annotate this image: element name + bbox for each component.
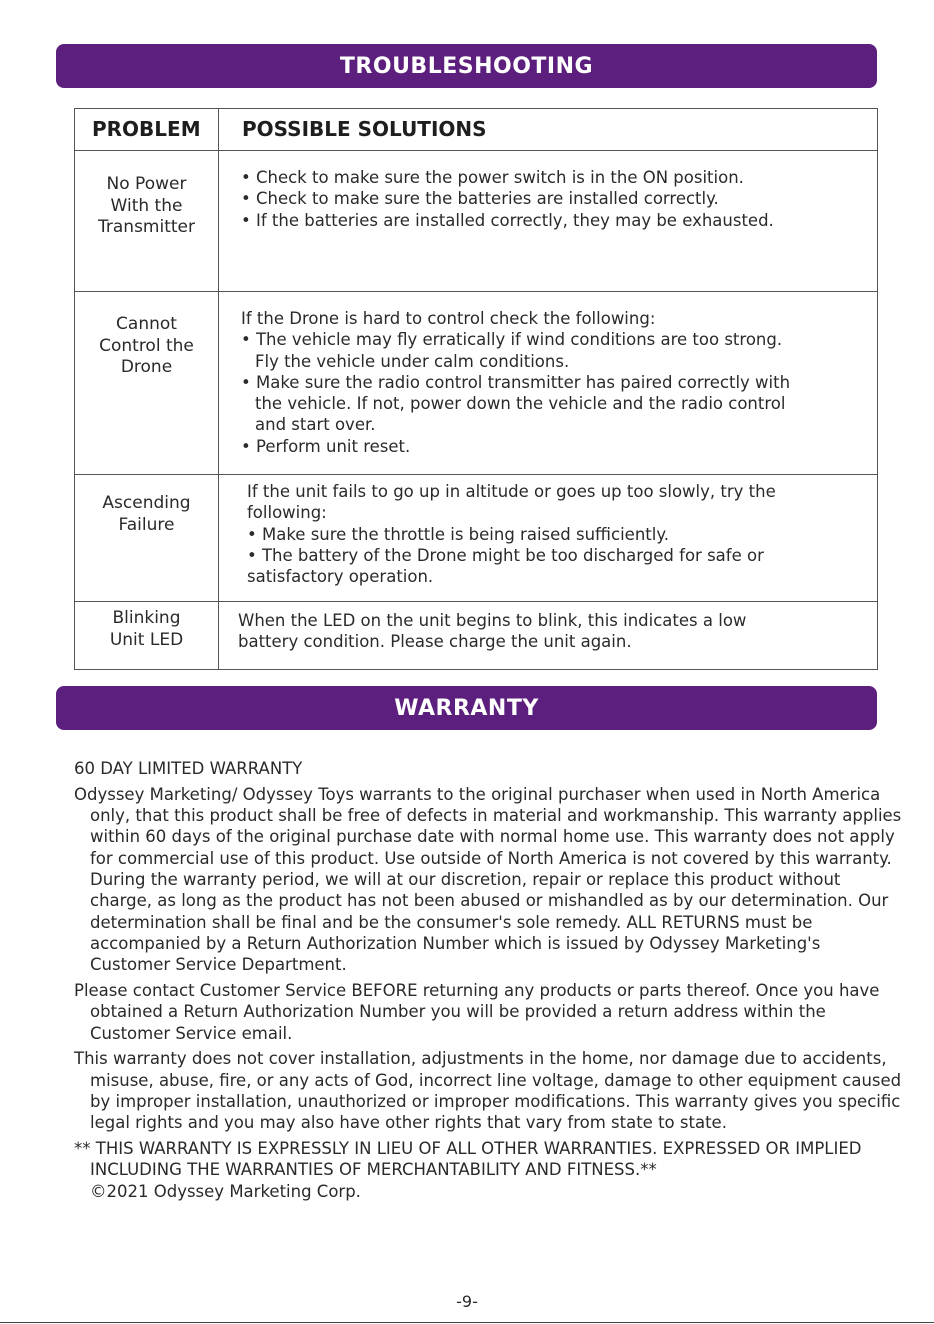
problem-cell: Ascending Failure <box>102 493 191 535</box>
warranty-title: WARRANTY <box>394 695 539 721</box>
problem-cell: Blinking Unit LED <box>109 608 184 650</box>
problem-cell: No Power With the Transmitter <box>98 174 195 237</box>
warranty-paragraph: Please contact Customer Service BEFORE returning any products or parts thereof. Once you have obtained a Return Authorization Number you will be provided a return address within the Customer Service email. <box>74 980 880 1043</box>
warranty-body <box>74 758 904 1206</box>
column-divider <box>218 109 219 669</box>
warranty-disclaimer: ** THIS WARRANTY IS EXPRESSLY IN LIEU OF ALL OTHER WARRANTIES. EXPRESSED OR IMPLIED INCLUDING THE WARRANTIES OF MERCHANTABILITY AND FITNESS.** <box>74 1139 862 1180</box>
header-solutions: POSSIBLE SOLUTIONS <box>242 117 487 141</box>
row-divider <box>75 150 877 151</box>
row-divider <box>75 601 877 602</box>
row-divider <box>75 291 877 292</box>
warranty-banner <box>56 686 877 730</box>
row-divider <box>75 474 877 475</box>
header-problem: PROBLEM <box>92 117 201 141</box>
warranty-paragraph: This warranty does not cover installation, adjustments in the home, nor damage due to accidents, misuse, abuse, fire, or any acts of God, incorrect line voltage, damage to other equipment caused by improper installation, unauthorized or improper modifications. This warranty gives you specific legal rights and you may also have other rights that vary from state to state. <box>74 1049 902 1133</box>
troubleshooting-table <box>74 108 878 670</box>
troubleshooting-banner <box>56 44 877 88</box>
solution-cell: • Check to make sure the power switch is in the ON position. • Check to make sure the batteries are installed correctly. • If the batteries are installed correctly, they may be exhausted. <box>241 168 774 230</box>
page-number: -9- <box>456 1292 478 1311</box>
solution-cell: If the unit fails to go up in altitude or goes up too slowly, try the following: • Make sure the throttle is being raised sufficiently. • The battery of the Drone might be too discharged for safe or satisfactory operation. <box>247 482 776 587</box>
solution-cell: When the LED on the unit begins to blink, this indicates a low battery condition. Please charge the unit again. <box>238 611 747 652</box>
copyright: ©2021 Odyssey Marketing Corp. <box>90 1181 361 1201</box>
footer-rule <box>0 1322 934 1323</box>
problem-cell: Cannot Control the Drone <box>99 314 194 377</box>
troubleshooting-title: TROUBLESHOOTING <box>339 53 594 79</box>
warranty-paragraph: Odyssey Marketing/ Odyssey Toys warrants to the original purchaser when used in North America only, that this product shall be free of defects in material and workmanship. This warranty applies within 60 days of the original purchase date with normal home use. This warranty does not apply for commercial use of this product. Use outside of North America is not covered by this warranty. During the warranty period, we will at our discretion, repair or replace this product without charge, as long as the product has not been abused or mishandled as by our determination. Our determination shall be final and be the consumer's sole remedy. ALL RETURNS must be accompanied by a Return Authorization Number which is issued by Odyssey Marketing's Customer Service Department. <box>74 784 902 975</box>
warranty-heading: 60 DAY LIMITED WARRANTY <box>74 759 303 778</box>
solution-cell: If the Drone is hard to control check the following: • The vehicle may fly erratically if wind conditions are too strong. Fly the vehicle under calm conditions. • Make sure the radio control transmitter has paired correctly with the vehicle. If not, power down the vehicle and the radio control and start over. • Perform unit reset. <box>241 309 791 456</box>
